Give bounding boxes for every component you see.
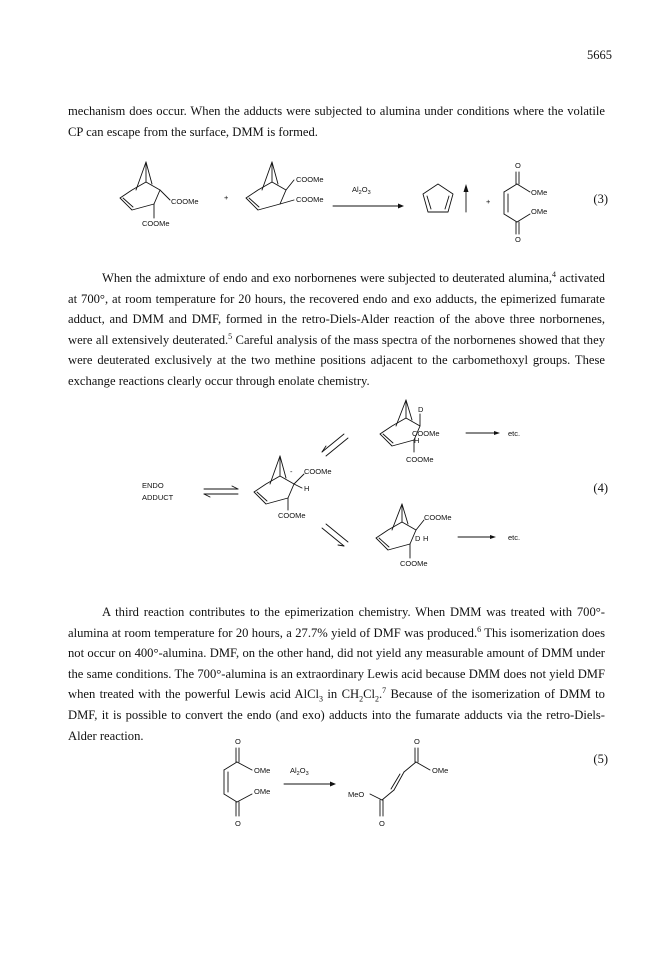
- alumina-reagent-label: $Al_2O_3$: [352, 185, 371, 196]
- bottom-h-label: H: [423, 534, 429, 543]
- paragraph-2: [68, 268, 605, 392]
- top-etc-label: etc.: [508, 429, 521, 438]
- top-d-label: D: [418, 405, 424, 414]
- reference-7: 7: [382, 686, 387, 696]
- dmf-product-structure: [348, 737, 448, 828]
- paragraph-1: [68, 101, 605, 142]
- dmm-left-oxygen-top: O: [235, 737, 241, 746]
- top-h-label: H: [414, 436, 420, 445]
- reference-4: 4: [552, 269, 557, 279]
- dmf-meo-label: MeO: [348, 790, 365, 799]
- enolate-h-label: H: [304, 484, 310, 493]
- dmm-left-oxygen-bottom: O: [235, 819, 241, 828]
- dmf-oxygen-top: O: [414, 737, 420, 746]
- reference-6: 6: [477, 624, 482, 634]
- dmm-oxygen-bottom: O: [515, 235, 521, 244]
- equation-5-number: (5): [593, 752, 608, 766]
- endo-adduct-label-2: ADDUCT: [142, 493, 174, 502]
- exo-norbornene-structure: [246, 162, 324, 210]
- cyclopentadiene-structure: [423, 184, 469, 212]
- equation-4-scheme: [0, 400, 672, 580]
- paragraph-3-text-f: Because of the isomerization of DMM to DMF, it is possible to convert the endo (and exo) adducts into the fumarate adducts via the retro-Diels-Alder reaction.: [68, 687, 605, 743]
- paragraph-3-text-c: in CH: [323, 687, 360, 702]
- endo-norbornene-structure: [120, 162, 199, 228]
- paragraph-2-text-a: When the admixture of endo and exo norbornenes were subjected to deuterated alumina,: [102, 271, 553, 285]
- eq5-arrow-head: [330, 782, 336, 787]
- dmm-structure: [504, 161, 547, 244]
- equation-5-scheme: [0, 736, 672, 886]
- bottom-etc-label: etc.: [508, 533, 521, 542]
- top-ester-label: COOMe: [412, 429, 440, 438]
- enolate-ester-label: COOMe: [304, 467, 332, 476]
- enolate-intermediate-structure: [254, 456, 332, 520]
- equation-4-number: (4): [593, 481, 608, 495]
- dmm-left-ome-2: OMe: [254, 787, 271, 796]
- plus-sign-2: +: [486, 197, 491, 206]
- bottom-deuterated-norbornene-structure: [376, 504, 452, 568]
- bottom-ester-label: COOMe: [424, 513, 452, 522]
- endo-adduct-label-1: ENDO: [142, 481, 164, 490]
- dmm-oxygen-top: O: [515, 161, 521, 170]
- paragraph-3-text-d: Cl: [363, 687, 375, 702]
- endo-ester-label-1: COOMe: [171, 197, 199, 206]
- dmm-left-ome-1: OMe: [254, 766, 271, 775]
- bottom-d-label: D: [415, 534, 421, 543]
- equation-3-number: (3): [593, 192, 608, 206]
- dmm-ome-label-1: OMe: [531, 188, 548, 197]
- enolate-ester-label-2: COOMe: [278, 511, 306, 520]
- top-deuterated-norbornene-structure: [380, 400, 440, 464]
- subscript-2b: 2: [374, 694, 379, 704]
- plus-sign-1: +: [224, 193, 229, 202]
- paragraph-2-text-c: Careful analysis of the mass spectra of the norbornenes showed that they were deuterated exclusively at the two methine positions adjacent to the carbomethoxyl groups. These exchange reactions clearly occur through enolate chemistry.: [68, 332, 605, 388]
- paragraph-1-text: mechanism does occur. When the adducts were subjected to alumina under conditions where the volatile CP can escape from the surface, DMM is formed.: [68, 104, 605, 139]
- subscript-2a: 2: [359, 694, 364, 704]
- reference-5: 5: [228, 331, 233, 341]
- reaction-arrow-head: [398, 204, 404, 209]
- equation-3-scheme: [0, 160, 672, 260]
- dmm-reactant-structure: [224, 737, 270, 828]
- dmf-oxygen-bottom: O: [379, 819, 385, 828]
- paragraph-3-text-a: A third reaction contributes to the epimerization chemistry. When DMM was treated with 700°-alumina at room temperature for 20 hours, a 27.7% yield of DMF was produced.: [68, 605, 605, 640]
- exo-ester-label-2: COOMe: [296, 195, 324, 204]
- subscript-3: 3: [319, 694, 324, 704]
- paragraph-3: [68, 602, 605, 746]
- page-number: 5665: [587, 48, 612, 62]
- dmf-ome-label: OMe: [432, 766, 449, 775]
- exo-ester-label-1: COOMe: [296, 175, 324, 184]
- enolate-minus-sign: -: [290, 467, 293, 476]
- paragraph-3-text-b: This isomerization does not occur on 400°-alumina. DMF, on the other hand, did not yield any measurable amount of DMM under the same conditions. The 700°-alumina is an extraordinary Lewis acid because DMM does not yield DMF when treated with the powerful Lewis acid AlCl: [68, 625, 605, 702]
- dmm-ome-label-2: OMe: [531, 207, 548, 216]
- paragraph-2-text-b: activated at 700°, at room temperature for 20 hours, the recovered endo and exo adducts, the epimerized fumarate adduct, and DMM and DMF, formed in the retro-Diels-Alder reaction of the above three norbornenes, were all extensively deuterated.: [68, 271, 605, 347]
- endo-ester-label-2: COOMe: [142, 219, 170, 228]
- eq5-alumina-label: $Al_2O_3$: [290, 766, 309, 777]
- paragraph-3-text-e: .: [378, 687, 383, 702]
- bottom-ester-label-2: COOMe: [400, 559, 428, 568]
- top-ester-label-2: COOMe: [406, 455, 434, 464]
